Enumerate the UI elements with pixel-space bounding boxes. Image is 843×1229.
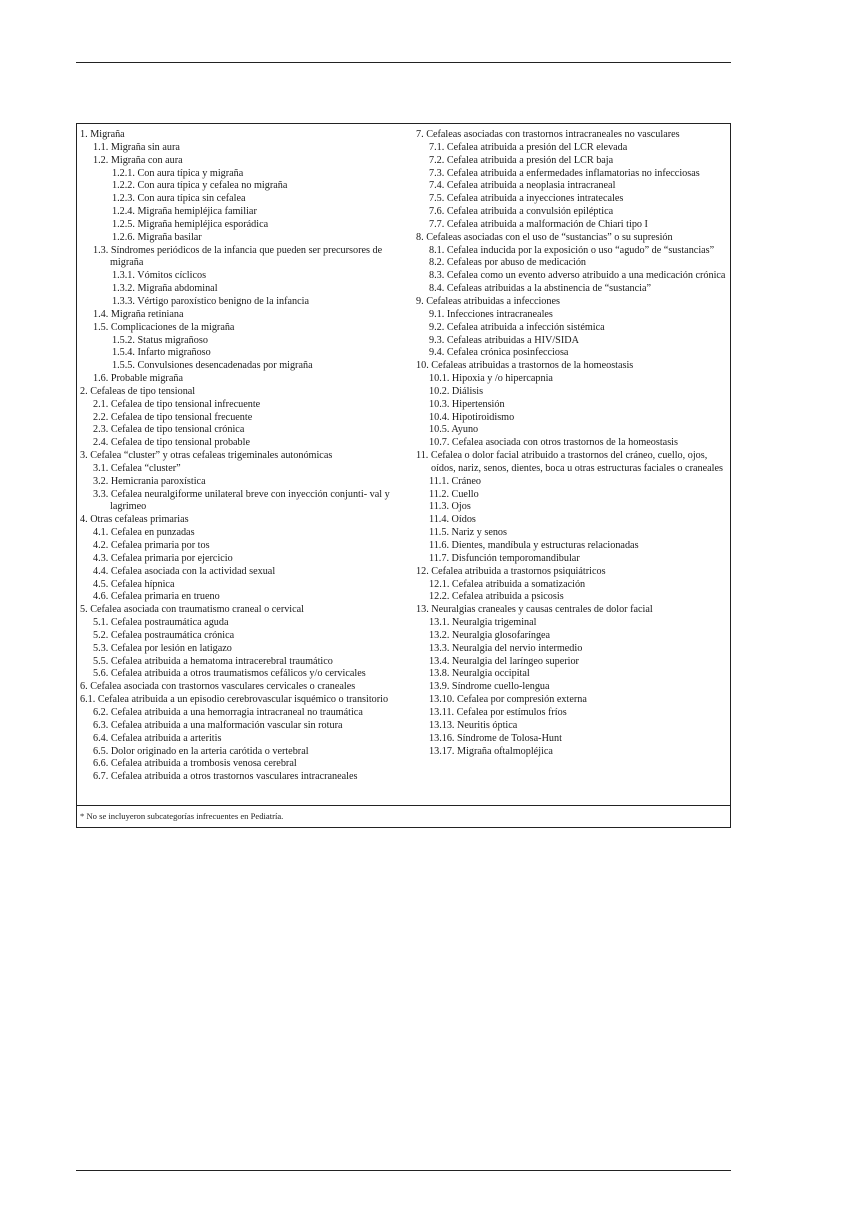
category-heading: 12. Cefalea atribuida a trastornos psiquiátricos <box>416 565 606 577</box>
subcategory-item: 6.3. Cefalea atribuida a una malformación vascular sin rotura <box>93 719 343 731</box>
subcategory-item: 1.2. Migraña con aura <box>93 154 183 166</box>
subcategory-item: 11.5. Nariz y senos <box>429 527 507 539</box>
category-heading: 10. Cefaleas atribuidas a trastornos de la homeostasis <box>416 360 634 372</box>
sub-subcategory-item: 1.2.1. Con aura típica y migraña <box>112 167 244 179</box>
table-column-right <box>416 129 729 758</box>
subcategory-item: 1.5. Complicaciones de la migraña <box>93 321 235 333</box>
sub-subcategory-item: 1.3.2. Migraña abdominal <box>112 283 218 295</box>
subcategory-item: 1.1. Migraña sin aura <box>93 141 180 153</box>
sub-subcategory-item: 1.5.5. Convulsiones desencadenadas por migraña <box>112 360 313 372</box>
subcategory-item: 4.6. Cefalea primaria en trueno <box>93 591 220 603</box>
subcategory-item: 6.5. Dolor originado en la arteria carótida o vertebral <box>93 745 309 757</box>
subcategory-item: 10.7. Cefalea asociada con otros trastornos de la homeostasis <box>429 437 678 449</box>
sub-subcategory-item: 1.3.3. Vértigo paroxístico benigno de la infancia <box>112 295 309 307</box>
subcategory-item: 7.4. Cefalea atribuida a neoplasia intracraneal <box>429 180 616 192</box>
subcategory-item: 5.1. Cefalea postraumática aguda <box>93 617 229 629</box>
sub-subcategory-item: 1.5.4. Infarto migrañoso <box>112 347 211 359</box>
subcategory-item: 8.4. Cefaleas atribuidas a la abstinencia de “sustancia” <box>429 283 652 295</box>
subcategory-item: 7.6. Cefalea atribuida a convulsión epiléptica <box>429 206 614 218</box>
subcategory-item: 4.4. Cefalea asociada con la actividad sexual <box>93 565 276 577</box>
subcategory-item: 8.3. Cefalea como un evento adverso atribuido a una medicación crónica <box>429 270 726 282</box>
subcategory-item: 9.3. Cefaleas atribuidas a HIV/SIDA <box>429 334 579 346</box>
subcategory-item: 13.9. Síndrome cuello-lengua <box>429 681 550 693</box>
subcategory-item: 12.2. Cefalea atribuida a psicosis <box>429 591 564 603</box>
sub-subcategory-item: 1.2.3. Con aura típica sin cefalea <box>112 193 246 205</box>
subcategory-item: 6.7. Cefalea atribuida a otros trastornos vasculares intracraneales <box>93 771 358 783</box>
footer-rule <box>76 1170 731 1171</box>
subcategory-item: 13.17. Migraña oftalmopléjica <box>429 745 553 757</box>
footnote-divider <box>77 805 730 806</box>
category-heading: 11. Cefalea o dolor facial atribuido a trastornos del cráneo, cuello, ojos, oídos, nariz, senos, dientes, boca u otras estructuras faciales o craneales <box>416 450 723 474</box>
subcategory-item: 1.6. Probable migraña <box>93 373 183 385</box>
subcategory-item: 9.1. Infecciones intracraneales <box>429 308 553 320</box>
subcategory-item: 3.2. Hemicrania paroxística <box>93 475 206 487</box>
sub-subcategory-item: 1.2.4. Migraña hemipléjica familiar <box>112 206 257 218</box>
subcategory-item: 1.3. Síndromes periódicos de la infancia que pueden ser precursores de migraña <box>93 244 383 269</box>
subcategory-item: 2.1. Cefalea de tipo tensional infrecuente <box>93 398 261 410</box>
sub-subcategory-item: 1.2.5. Migraña hemipléjica esporádica <box>112 218 269 230</box>
subcategory-item: 13.11. Cefalea por estímulos fríos <box>429 706 567 718</box>
subcategory-item: 6.2. Cefalea atribuida a una hemorragia intracraneal no traumática <box>93 706 363 718</box>
subcategory-item: 11.6. Dientes, mandíbula y estructuras relacionadas <box>429 540 639 551</box>
subcategory-item: 4.2. Cefalea primaria por tos <box>93 540 210 551</box>
subcategory-item: 13.16. Síndrome de Tolosa-Hunt <box>429 732 562 744</box>
category-heading: 13. Neuralgias craneales y causas centrales de dolor facial <box>416 604 653 616</box>
category-heading: 9. Cefaleas atribuidas a infecciones <box>416 295 560 307</box>
subcategory-item: 3.1. Cefalea “cluster” <box>93 462 181 474</box>
subcategory-item: 13.3. Neuralgia del nervio intermedio <box>429 642 583 654</box>
subcategory-item: 4.3. Cefalea primaria por ejercicio <box>93 552 233 564</box>
subcategory-item: 11.1. Cráneo <box>429 475 481 487</box>
subcategory-item: 2.3. Cefalea de tipo tensional crónica <box>93 424 245 436</box>
subcategory-item: 12.1. Cefalea atribuida a somatización <box>429 578 586 590</box>
subcategory-item: 11.4. Oídos <box>429 514 476 526</box>
subcategory-item: 10.2. Diálisis <box>429 385 484 397</box>
subcategory-item: 8.2. Cefaleas por abuso de medicación <box>429 257 587 269</box>
sub-subcategory-item: 1.5.2. Status migrañoso <box>112 334 208 346</box>
subcategory-item: 13.2. Neuralgia glosofaríngea <box>429 629 551 641</box>
subcategory-item: 11.7. Disfunción temporomandibular <box>429 552 580 564</box>
category-heading: 6. Cefalea asociada con trastornos vasculares cervicales o craneales <box>80 681 356 693</box>
subcategory-item: 5.2. Cefalea postraumática crónica <box>93 629 235 641</box>
header-rule <box>76 62 731 63</box>
category-heading: 2. Cefaleas de tipo tensional <box>80 385 196 397</box>
subcategory-item: 3.3. Cefalea neuralgiforme unilateral breve con inyección conjunti- val y lagrimeo <box>93 488 390 513</box>
table-column-left <box>80 129 398 784</box>
category-heading: 8. Cefaleas asociadas con el uso de “sustancias” o su supresión <box>416 231 673 243</box>
subcategory-item: 5.5. Cefalea atribuida a hematoma intracerebral traumático <box>93 655 333 667</box>
category-heading: 4. Otras cefaleas primarias <box>80 514 189 526</box>
category-heading: 7. Cefaleas asociadas con trastornos intracraneales no vasculares <box>416 129 680 140</box>
subcategory-item: 9.4. Cefalea crónica posinfecciosa <box>429 347 569 359</box>
subcategory-item: 13.10. Cefalea por compresión externa <box>429 694 587 706</box>
subcategory-item: 2.4. Cefalea de tipo tensional probable <box>93 437 251 449</box>
subcategory-item: 4.1. Cefalea en punzadas <box>93 527 195 539</box>
subcategory-item: 7.1. Cefalea atribuida a presión del LCR elevada <box>429 141 628 153</box>
subcategory-item: 5.3. Cefalea por lesión en latigazo <box>93 642 232 654</box>
subcategory-item: 10.4. Hipotiroidismo <box>429 411 515 423</box>
subcategory-item: 10.1. Hipoxia y /o hipercapnia <box>429 373 553 385</box>
subcategory-item: 6.1. Cefalea atribuida a un episodio cerebrovascular isquémico o transitorio <box>80 694 389 706</box>
subcategory-item: 2.2. Cefalea de tipo tensional frecuente <box>93 411 253 423</box>
subcategory-item: 5.6. Cefalea atribuida a otros traumatismos cefálicos y/o cervicales <box>93 668 366 680</box>
subcategory-item: 7.3. Cefalea atribuida a enfermedades inflamatorias no infecciosas <box>429 167 700 179</box>
subcategory-item: 7.7. Cefalea atribuida a malformación de Chiari tipo I <box>429 218 648 230</box>
subcategory-item: 7.5. Cefalea atribuida a inyecciones intratecales <box>429 193 624 205</box>
classification-table <box>76 123 731 828</box>
subcategory-item: 1.4. Migraña retiniana <box>93 308 184 320</box>
subcategory-item: 13.8. Neuralgia occipital <box>429 668 530 680</box>
subcategory-item: 11.2. Cuello <box>429 488 479 500</box>
subcategory-item: 13.1. Neuralgia trigeminal <box>429 617 537 629</box>
subcategory-item: 8.1. Cefalea inducida por la exposición o uso “agudo” de “sustancias” <box>429 244 715 256</box>
subcategory-item: 13.4. Neuralgia del laríngeo superior <box>429 655 579 667</box>
subcategory-item: 9.2. Cefalea atribuida a infección sistémica <box>429 321 605 333</box>
subcategory-item: 6.4. Cefalea atribuida a arteritis <box>93 732 222 744</box>
subcategory-item: 6.6. Cefalea atribuida a trombosis venosa cerebral <box>93 758 297 770</box>
category-heading: 3. Cefalea “cluster” y otras cefaleas trigeminales autonómicas <box>80 450 333 462</box>
subcategory-item: 4.5. Cefalea hípnica <box>93 578 175 590</box>
sub-subcategory-item: 1.3.1. Vómitos cíclicos <box>112 270 207 282</box>
subcategory-item: 10.5. Ayuno <box>429 424 479 436</box>
subcategory-item: 10.3. Hipertensión <box>429 398 505 410</box>
subcategory-item: 11.3. Ojos <box>429 501 471 513</box>
sub-subcategory-item: 1.2.2. Con aura típica y cefalea no migraña <box>112 180 288 192</box>
category-heading: 5. Cefalea asociada con traumatismo craneal o cervical <box>80 604 305 616</box>
category-heading: 1. Migraña <box>80 129 125 140</box>
sub-subcategory-item: 1.2.6. Migraña basilar <box>112 231 202 243</box>
subcategory-item: 7.2. Cefalea atribuida a presión del LCR baja <box>429 154 614 166</box>
subcategory-item: 13.13. Neuritis óptica <box>429 719 518 731</box>
table-footnote: * No se incluyeron subcategorías infrecuentes en Pediatría. <box>80 811 284 821</box>
